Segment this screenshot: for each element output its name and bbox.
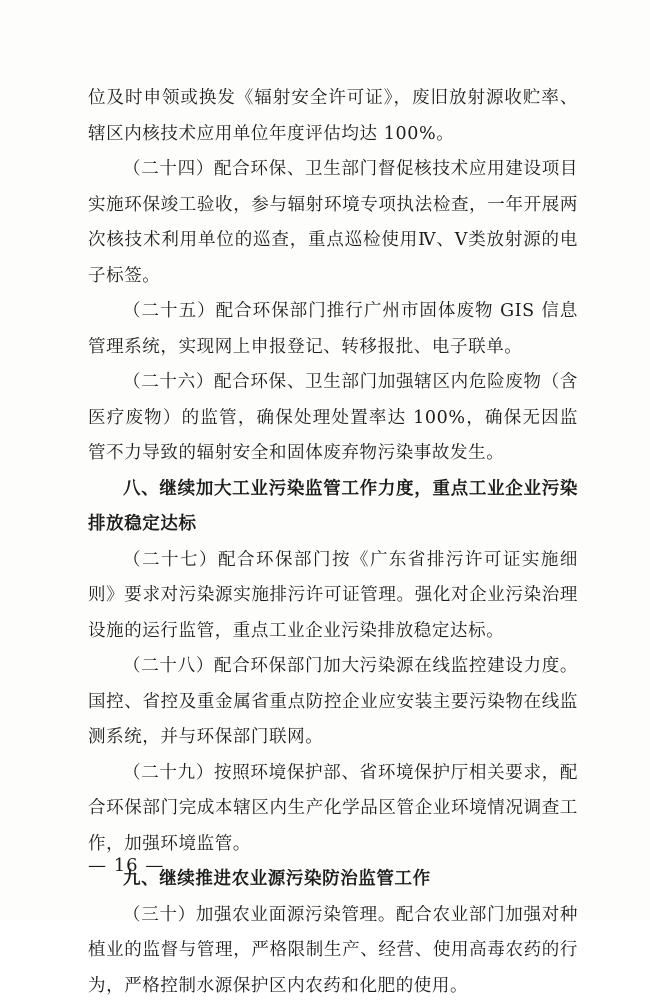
paragraph-item-29: （二十九）按照环境保护部、省环境保护厅相关要求，配合环保部门完成本辖区内生产化学品区管企业环境情况调查工作，加强环境监管。 xyxy=(88,756,578,863)
paragraph-item-24: （二十四）配合环保、卫生部门督促核技术应用建设项目实施环保竣工验收，参与辐射环境专项执法检查，一年开展两次核技术利用单位的巡查，重点巡检使用Ⅳ、Ⅴ类放射源的电子标签。 xyxy=(88,152,578,294)
section-heading-9: 九、继续推进农业源污染防治监管工作 xyxy=(88,862,578,898)
paragraph-item-25: （二十五）配合环保部门推行广州市固体废物 GIS 信息管理系统，实现网上申报登记、转移报批、电子联单。 xyxy=(88,294,578,365)
paragraph-item-28: （二十八）配合环保部门加大污染源在线监控建设力度。国控、省控及重金属省重点防控企业应安装主要污染物在线监测系统，并与环保部门联网。 xyxy=(88,649,578,756)
paragraph-item-30: （三十）加强农业面源污染管理。配合农业部门加强对种植业的监督与管理，严格限制生产、经营、使用高毒农药的行为，严格控制水源保护区内农药和化肥的使用。 xyxy=(88,898,578,1004)
paragraph-item-26: （二十六）配合环保、卫生部门加强辖区内危险废物（含医疗废物）的监管，确保处理处置率达 100%，确保无因监管不力导致的辐射安全和固体废弃物污染事故发生。 xyxy=(88,365,578,472)
section-heading-8: 八、继续加大工业污染监管工作力度，重点工业企业污染排放稳定达标 xyxy=(88,472,578,543)
page-number: — 16 — xyxy=(88,855,164,876)
paragraph-item-27: （二十七）配合环保部门按《广东省排污许可证实施细则》要求对污染源实施排污许可证管理。强化对企业污染治理设施的运行监管，重点工业企业污染排放稳定达标。 xyxy=(88,543,578,650)
paragraph-continuation: 位及时申领或换发《辐射安全许可证》，废旧放射源收贮率、辖区内核技术应用单位年度评估均达 100%。 xyxy=(88,81,578,152)
